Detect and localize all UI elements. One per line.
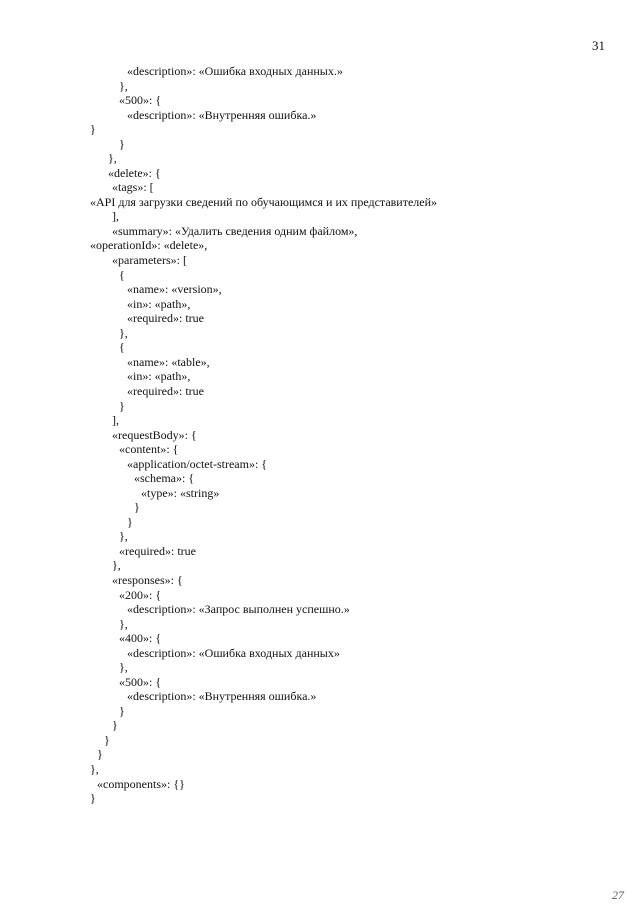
code-line: «name»: «version», (127, 282, 222, 296)
code-line: }, (119, 326, 128, 340)
code-line: «type»: «string» (141, 486, 220, 500)
code-line: «application/octet-stream»: { (127, 457, 268, 471)
code-line: «required»: true (119, 544, 196, 558)
code-line: }, (119, 660, 128, 674)
code-line: } (90, 122, 96, 136)
corner-mark: 27 (612, 888, 624, 902)
code-line: }, (119, 529, 128, 543)
page-number: 31 (592, 38, 605, 53)
code-line: «description»: «Ошибка входных данных» (127, 646, 340, 660)
code-line: }, (119, 79, 128, 93)
code-line: } (119, 137, 125, 151)
code-line: «content»: { (119, 442, 179, 456)
code-line: } (127, 515, 133, 529)
code-line: «500»: { (119, 93, 162, 107)
code-line: } (134, 500, 140, 514)
code-line: «description»: «Внутренняя ошибка.» (127, 108, 317, 122)
code-line: «400»: { (119, 631, 162, 645)
code-line: «description»: «Запрос выполнен успешно.» (127, 602, 350, 616)
code-line: «components»: {} (97, 777, 185, 791)
code-line: }, (119, 617, 128, 631)
code-line: «200»: { (119, 588, 162, 602)
code-line: «API для загрузки сведений по обучающимся и их представителей» (90, 195, 438, 209)
code-line: } (112, 718, 118, 732)
code-line: «schema»: { (134, 471, 195, 485)
code-line: } (119, 399, 125, 413)
code-line: } (119, 704, 125, 718)
code-line: { (119, 268, 125, 282)
code-line: «in»: «path», (127, 369, 191, 383)
code-line: «requestBody»: { (112, 428, 197, 442)
code-line: ], (112, 209, 119, 223)
code-line: «name»: «table», (127, 355, 210, 369)
code-line: }, (112, 558, 121, 572)
code-line: «operationId»: «delete», (90, 238, 208, 252)
code-line: «500»: { (119, 675, 162, 689)
code-line: «description»: «Внутренняя ошибка.» (127, 689, 317, 703)
code-line: «required»: true (127, 384, 204, 398)
code-line: «required»: true (127, 311, 204, 325)
code-line: «delete»: { (108, 166, 161, 180)
code-line: «description»: «Ошибка входных данных.» (127, 64, 343, 78)
code-line: ], (112, 413, 119, 427)
code-line: } (90, 791, 96, 805)
code-line: }, (90, 762, 99, 776)
code-line: «parameters»: [ (112, 253, 187, 267)
code-line: «in»: «path», (127, 297, 191, 311)
code-line: } (104, 733, 110, 747)
code-line: { (119, 340, 125, 354)
code-line: } (97, 747, 103, 761)
code-line: «summary»: «Удалить сведения одним файлом», (112, 224, 358, 238)
code-line: }, (108, 151, 117, 165)
code-line: «tags»: [ (112, 180, 154, 194)
code-line: «responses»: { (112, 573, 183, 587)
